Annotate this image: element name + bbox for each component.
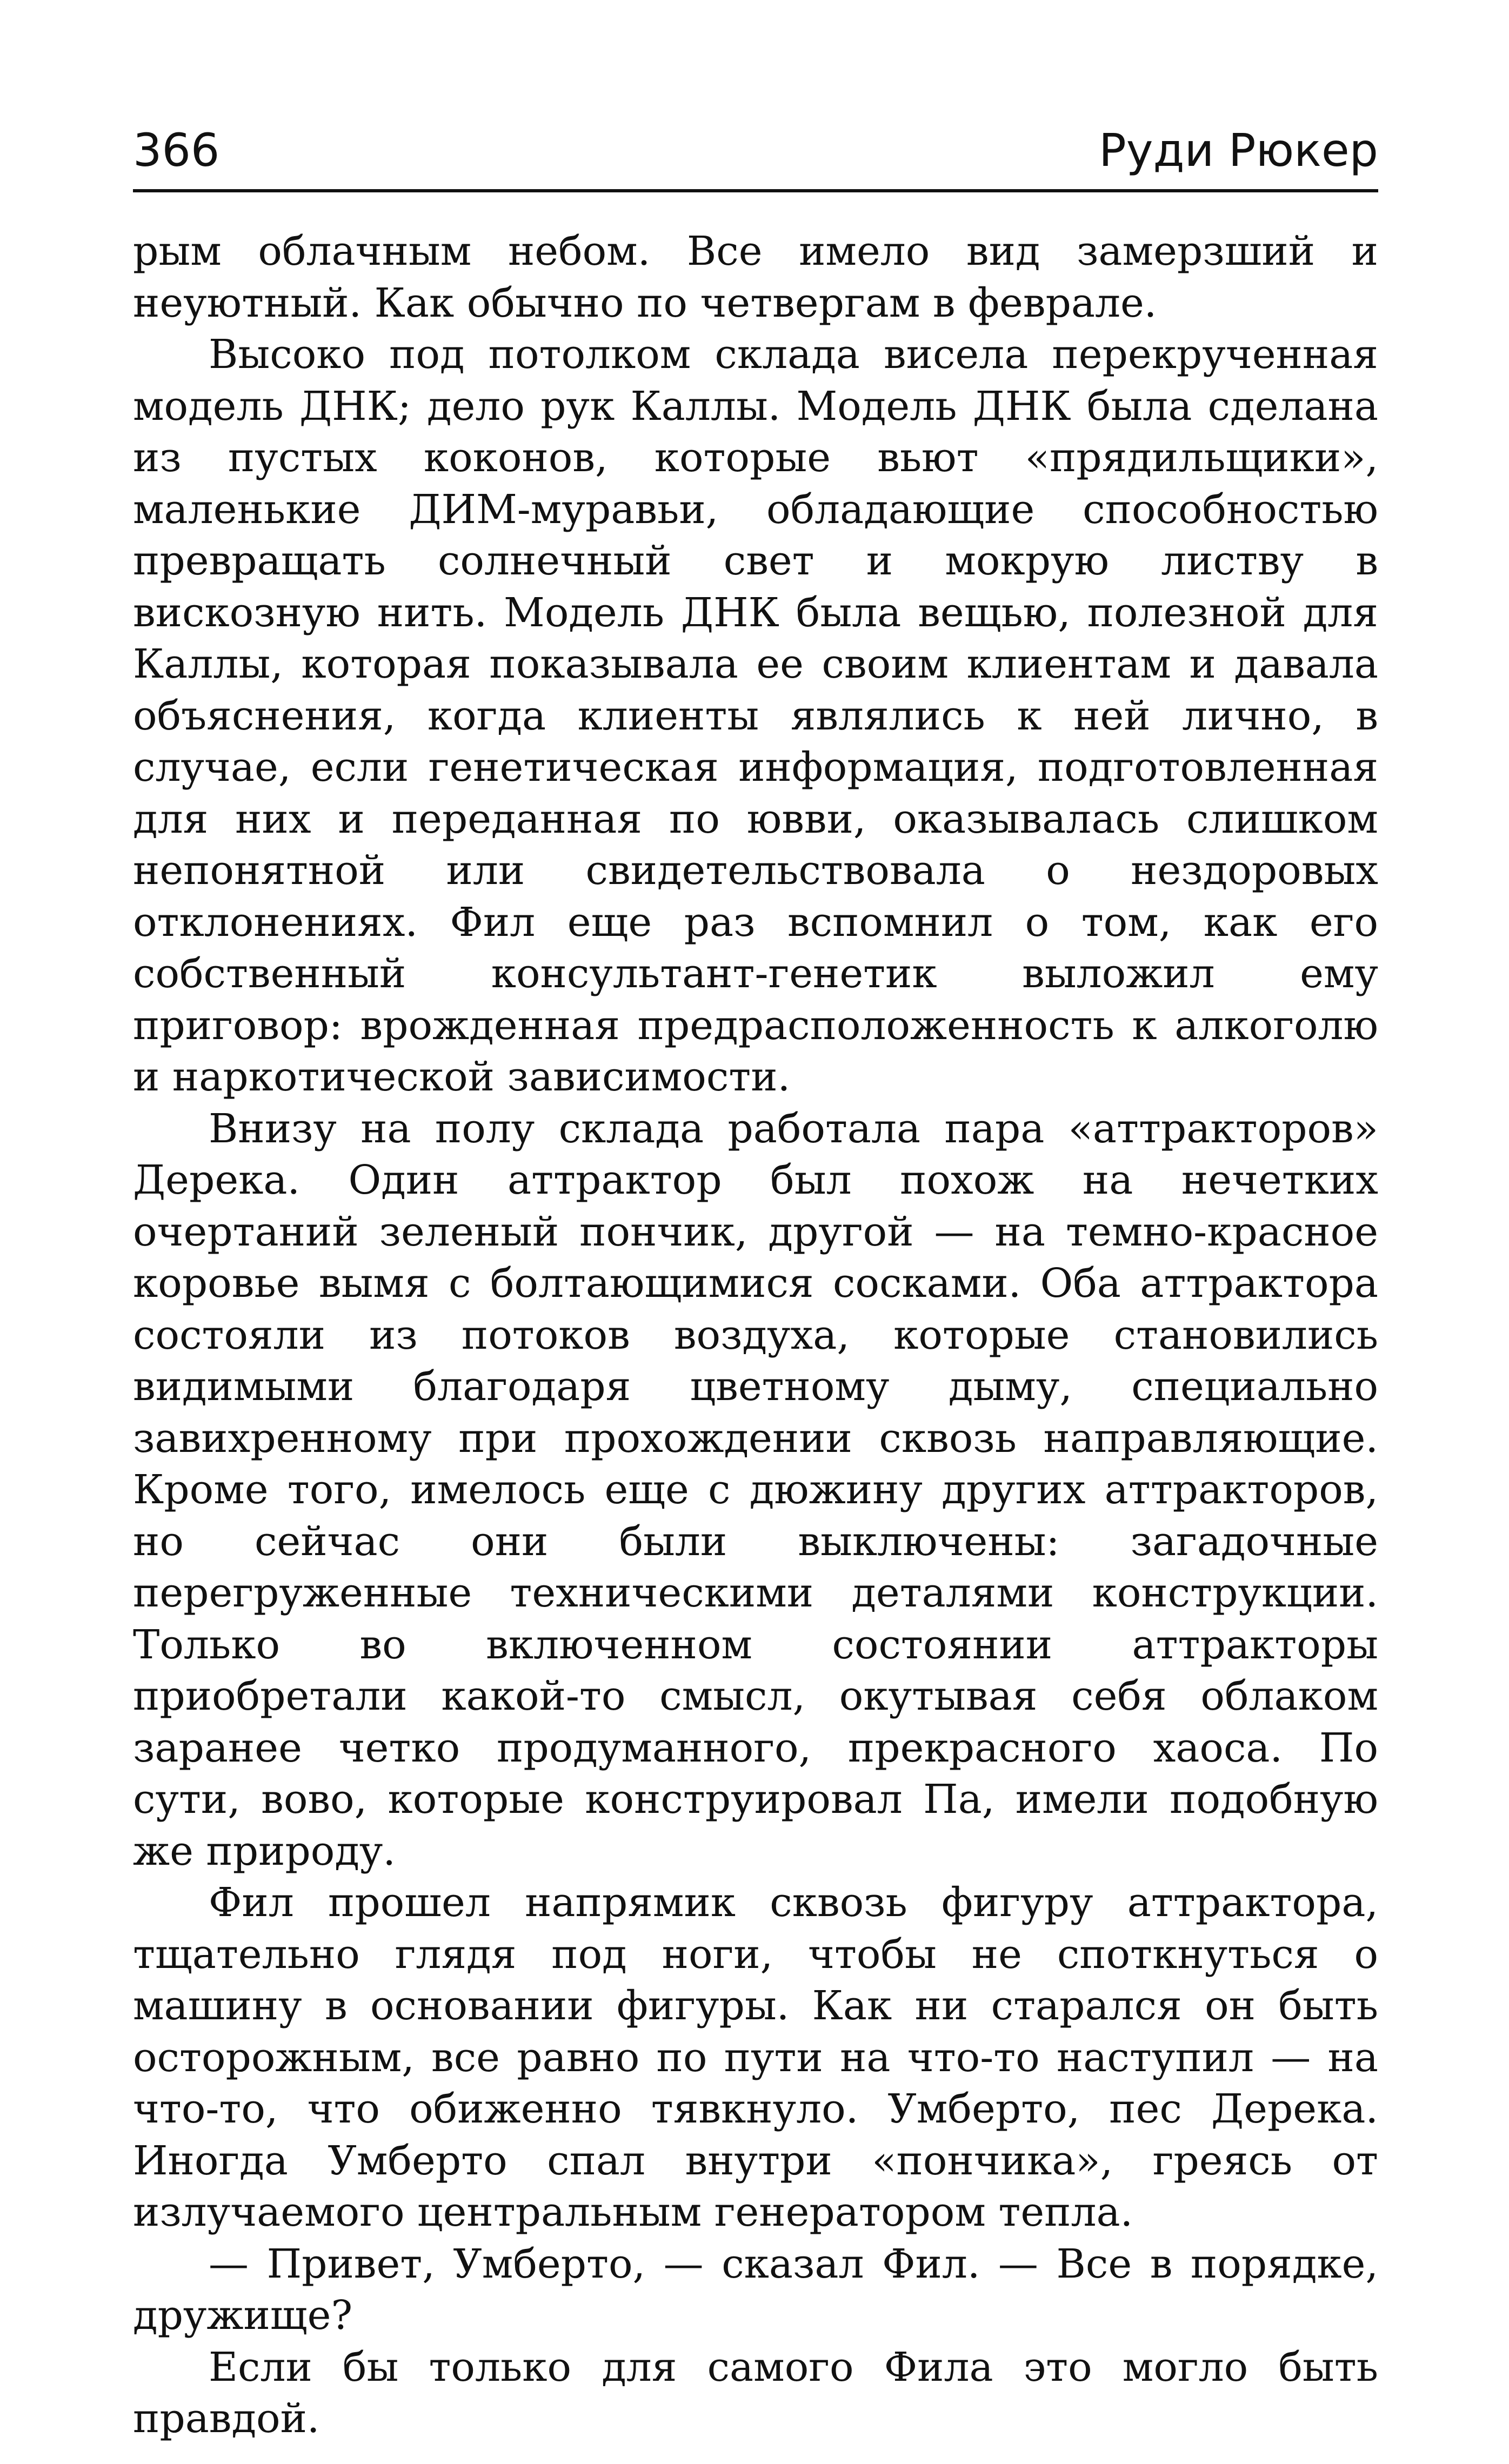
paragraph: Высоко под потолком склада висела перекрученная модель ДНК; дело рук Каллы. Модель ДНК была сделана из пустых коконов, которые вьют «прядильщики», маленькие ДИМ-муравьи, обладающие способностью превращать солнечный свет и мокрую листву в вискозную нить. Модель ДНК была вещью, полезной для Каллы, которая показывала ее своим клиентам и давала объяснения, когда клиенты являлись к ней лично, в случае, если генетическая информация, подготовленная для них и переданная по ювви, оказывалась слишком непонятной или свидетельствовала о нездоровых отклонениях. Фил еще раз вспомнил о том, как его собственный консультант-генетик выложил ему приговор: врожденная предрасположенность к алкоголю и наркотической зависимости. — [133, 331, 1378, 1100]
page-number: 366 — [133, 124, 220, 177]
running-head-author: Руди Рюкер — [1099, 124, 1378, 177]
paragraph: Если бы только для самого Фила это могло быть правдой. — [133, 2344, 1378, 2442]
page-header — [133, 118, 1378, 183]
header-rule — [133, 189, 1378, 192]
paragraph: Внизу на полу склада работала пара «аттракторов» Дерека. Один аттрактор был похож на нечетких очертаний зеленый пончик, другой — на темно-красное коровье вымя с болтающимися сосками. Оба аттрактора состояли из потоков воздуха, которые становились видимыми благодаря цветному дыму, специально завихренному при прохождении сквозь направляющие. Кроме того, имелось еще с дюжину других аттракторов, но сейчас они были выключены: загадочные перегруженные техническими деталями конструкции. Только во включенном состоянии аттракторы приобретали какой-то смысл, окутывая себя облаком заранее четко продуманного, прекрасного хаоса. По сути, вово, которые конструировал Па, имели подобную же природу. — [133, 1105, 1378, 1874]
paragraph: Фил прошел напрямик сквозь фигуру аттрактора, тщательно глядя под ноги, чтобы не споткнуться о машину в основании фигуры. Как ни старался он быть осторожным, все равно по пути на что-то наступил — на что-то, что обиженно тявкнуло. Умберто, пес Дерека. Иногда Умберто спал внутри «пончика», греясь от излучаемого центральным генератором тепла. — [133, 1879, 1378, 2235]
body-text — [133, 226, 1378, 2445]
paragraph: — Привет, Умберто, — сказал Фил. — Все в порядке, дружище? — [133, 2240, 1378, 2339]
paragraph: рым облачным небом. Все имело вид замерзший и неуютный. Как обычно по четвергам в феврале. — [133, 228, 1378, 326]
